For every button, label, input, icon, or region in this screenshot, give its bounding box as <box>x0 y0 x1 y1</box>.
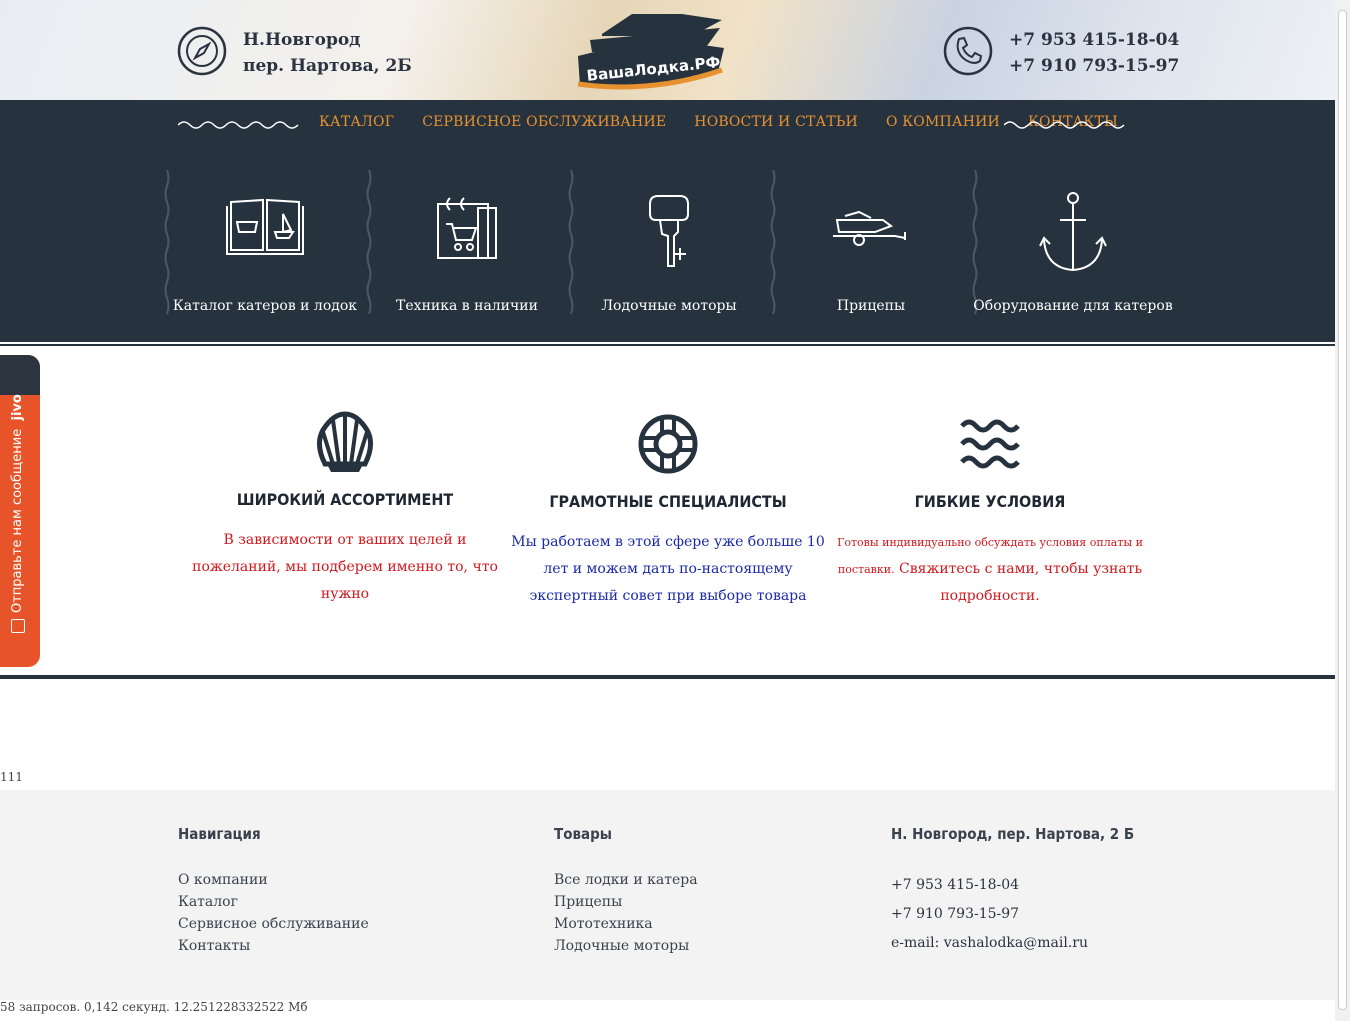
footer-navigation <box>178 825 369 957</box>
feature-text <box>825 529 1155 610</box>
feature-text: В зависимости от ваших целей и пожеланий, мы подберем именно то, что нужно <box>192 532 498 602</box>
feature-text-small: Готовы индивидуально обсуждать условия оплаты и поставки. <box>837 536 1143 576</box>
address <box>243 27 412 79</box>
category-label: Каталог катеров и лодок <box>172 298 358 314</box>
footer-goods-title: Товары <box>554 825 612 843</box>
logo-text: ВашаЛодка.РФ <box>585 52 722 85</box>
feature-assortment <box>180 410 510 608</box>
phone-icon <box>943 26 993 76</box>
category-trailers[interactable] <box>770 170 972 318</box>
footer-link-motors[interactable]: Лодочные моторы <box>554 938 690 954</box>
header <box>0 0 1335 100</box>
footer-address-title: Н. Новгород, пер. Нартова, 2 Б <box>891 825 1135 843</box>
feature-title: ШИРОКИЙ АССОРТИМЕНТ <box>236 490 454 509</box>
category-label: Техника в наличии <box>396 298 538 314</box>
feature-specialists <box>503 412 833 610</box>
footer-link-contacts[interactable]: Контакты <box>178 938 251 954</box>
header-phones <box>1009 27 1179 79</box>
footer-phone-1[interactable]: +7 953 415-18-04 <box>891 877 1020 893</box>
lifebuoy-icon <box>636 412 700 476</box>
boat-trailer-icon <box>831 192 911 252</box>
waves-icon <box>958 412 1022 476</box>
message-icon <box>11 619 25 633</box>
menu-item-catalog[interactable]: КАТАЛОГ <box>319 114 395 130</box>
menu-item-contacts[interactable]: КОНТАКТЫ <box>1027 114 1118 130</box>
address-street: пер. Нартова, 2Б <box>243 56 412 76</box>
footer-phone-2[interactable]: +7 910 793-15-97 <box>891 906 1020 922</box>
category-label: Прицепы <box>836 298 906 314</box>
jivo-chat-tab[interactable] <box>0 355 40 667</box>
menu-item-about[interactable]: О КОМПАНИИ <box>885 114 1000 130</box>
menu-item-service[interactable]: СЕРВИСНОЕ ОБСЛУЖИВАНИЕ <box>422 114 667 130</box>
debug-stats: 58 запросов. 0,142 секунд. 12.251228332522 Мб <box>0 1000 308 1014</box>
address-city: Н.Новгород <box>243 30 361 50</box>
footer-link-about[interactable]: О компании <box>178 872 268 888</box>
footer-email[interactable]: e-mail: vashalodka@mail.ru <box>891 935 1088 951</box>
debug-marker: 111 <box>0 770 23 784</box>
rope-divider <box>164 170 170 318</box>
site-logo[interactable] <box>572 6 732 94</box>
footer-link-service[interactable]: Сервисное обслуживание <box>178 916 369 932</box>
feature-flexible <box>825 412 1155 610</box>
main-menu <box>319 114 1118 130</box>
page-scrollbar[interactable] <box>1335 0 1350 1021</box>
category-tiles <box>164 170 1174 318</box>
header-phone-1[interactable]: +7 953 415-18-04 <box>1009 30 1180 50</box>
footer-link-moto[interactable]: Мототехника <box>554 916 653 932</box>
header-phone-2[interactable]: +7 910 793-15-97 <box>1009 56 1180 76</box>
category-label: Лодочные моторы <box>601 298 737 314</box>
footer-nav-title: Навигация <box>178 825 261 843</box>
feature-title: ГРАМОТНЫЕ СПЕЦИАЛИСТЫ <box>549 492 787 511</box>
anchor-icon <box>1038 190 1108 274</box>
rope-divider <box>972 170 978 318</box>
category-in-stock[interactable] <box>366 170 568 318</box>
rope-divider <box>568 170 574 318</box>
outboard-motor-icon <box>644 192 694 272</box>
feature-text: Мы работаем в этой сфере уже больше 10 лет и можем дать по-настоящему экспертный совет при выборе товара <box>511 534 825 604</box>
wave-decoration-right <box>1004 118 1128 130</box>
category-label: Оборудование для катеров <box>973 298 1173 314</box>
feature-title: ГИБКИЕ УСЛОВИЯ <box>914 492 1066 511</box>
book-boat-icon <box>225 192 305 256</box>
jivo-label <box>10 363 25 633</box>
rope-divider <box>366 170 372 318</box>
shell-icon <box>313 410 377 474</box>
rope-divider <box>770 170 776 318</box>
wave-decoration-left <box>178 118 302 130</box>
section-divider <box>0 675 1335 679</box>
category-equipment[interactable] <box>972 170 1174 318</box>
category-motors[interactable] <box>568 170 770 318</box>
shopping-cart-icon <box>432 192 502 262</box>
jivo-text: Отправьте нам сообщение <box>10 428 25 613</box>
scrollbar-thumb[interactable] <box>1338 10 1347 1010</box>
footer-link-trailers[interactable]: Прицепы <box>554 894 623 910</box>
jivo-logo: jivo <box>10 394 25 421</box>
footer-link-boats[interactable]: Все лодки и катера <box>554 872 698 888</box>
menu-item-news[interactable]: НОВОСТИ И СТАТЬИ <box>694 114 858 130</box>
compass-icon <box>177 26 227 76</box>
footer-link-catalog[interactable]: Каталог <box>178 894 238 910</box>
footer-goods <box>554 825 698 957</box>
footer-contacts <box>891 825 1134 958</box>
feature-text-main: Свяжитесь с нами, чтобы узнать подробности. <box>899 561 1143 604</box>
footer <box>0 790 1335 1000</box>
category-boats[interactable] <box>164 170 366 318</box>
